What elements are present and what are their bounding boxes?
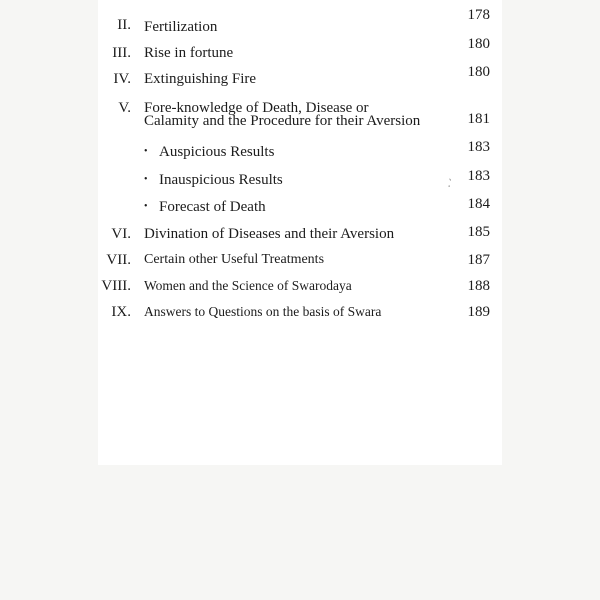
entry-page-number: 181 [467, 111, 490, 127]
bullet-icon: • [144, 146, 148, 157]
entry-number: IX. [111, 304, 131, 320]
bullet-icon: • [144, 174, 148, 185]
entry-number: VI. [111, 226, 131, 242]
entry-title: Divination of Diseases and their Aversion [144, 226, 395, 242]
entry-title: Women and the Science of Swarodaya [144, 278, 352, 293]
entry-page-number: 183 [467, 168, 490, 184]
entry-title: Answers to Questions on the basis of Swara [144, 304, 382, 319]
entry-title: Rise in fortune [144, 45, 234, 61]
stray-pen-mark: `. [443, 177, 455, 190]
entry-page-number: 180 [467, 36, 490, 52]
bullet-icon: • [144, 201, 148, 212]
entry-page-number: 180 [467, 64, 490, 80]
entry-title: Certain other Useful Treatments [144, 252, 325, 267]
entry-number: VII. [106, 252, 131, 268]
entry-page-number: 187 [467, 252, 490, 268]
entry-page-number: 189 [467, 304, 490, 320]
entry-page-number: 184 [467, 196, 490, 212]
entry-page-number: 178 [467, 7, 490, 23]
entry-title: Auspicious Results [159, 144, 275, 160]
entry-number: II. [117, 17, 131, 33]
entry-title: Inauspicious Results [159, 172, 283, 188]
entry-title-line-2: Calamity and the Procedure for their Aversion [144, 113, 421, 129]
entry-page-number: 185 [467, 224, 490, 240]
entry-page-number: 188 [467, 278, 490, 294]
entry-title: Extinguishing Fire [144, 71, 257, 87]
entry-page-number: 183 [467, 139, 490, 155]
entry-number: III. [112, 45, 131, 61]
entry-number: V. [118, 100, 131, 116]
entry-number: IV. [113, 71, 131, 87]
entry-number: VIII. [101, 278, 131, 294]
entry-title: Fertilization [144, 19, 218, 35]
document-page [98, 0, 502, 465]
entry-title: Forecast of Death [159, 199, 266, 215]
entry-title-line-1: Fore-knowledge of Death, Disease or [144, 100, 369, 116]
